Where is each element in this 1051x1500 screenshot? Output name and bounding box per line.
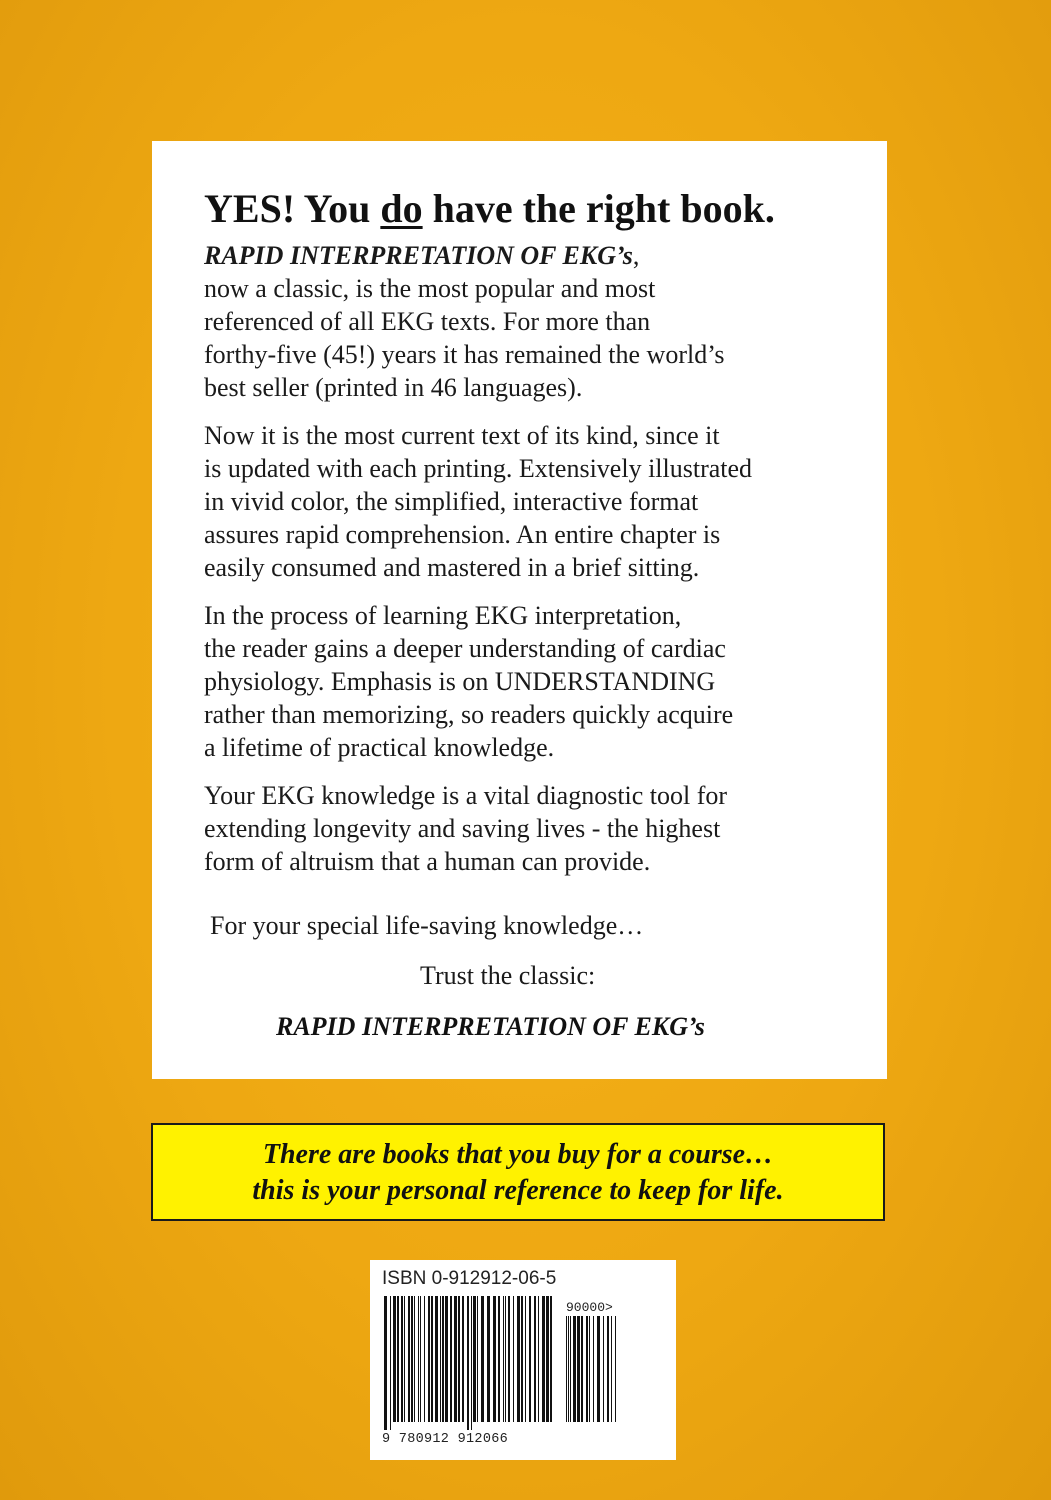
callout-line-1: There are books that you buy for a course… bbox=[262, 1139, 774, 1170]
barcode-bar bbox=[568, 1316, 569, 1422]
barcode-bar bbox=[390, 1296, 391, 1430]
barcode-bar bbox=[570, 1316, 571, 1422]
barcode-bar bbox=[577, 1316, 580, 1422]
paragraph-2-line: in vivid color, the simplified, interactive format bbox=[204, 487, 699, 516]
barcode-bar bbox=[603, 1316, 604, 1422]
paragraph-1-title-line bbox=[204, 239, 864, 272]
barcode-bar bbox=[566, 1316, 567, 1422]
paragraph-3-line: a lifetime of practical knowledge. bbox=[204, 733, 555, 762]
barcode-bar bbox=[505, 1296, 506, 1422]
barcode-bar bbox=[487, 1296, 490, 1422]
headline-emphasis: do bbox=[380, 186, 423, 231]
barcode-bar bbox=[397, 1296, 399, 1422]
barcode-bar bbox=[440, 1296, 441, 1422]
barcode-bar bbox=[462, 1296, 464, 1422]
barcode-bar bbox=[498, 1296, 500, 1422]
barcode-bar bbox=[473, 1296, 476, 1422]
ean-barcode bbox=[384, 1296, 556, 1430]
paragraph-3-line: physiology. Emphasis is on UNDERSTANDING bbox=[204, 667, 716, 696]
barcode-bar bbox=[477, 1296, 478, 1422]
barcode-bar bbox=[418, 1296, 419, 1422]
callout-line-2: this is your personal reference to keep for life. bbox=[252, 1175, 784, 1206]
barcode-bar bbox=[538, 1296, 539, 1422]
paragraph-3 bbox=[204, 599, 864, 764]
barcode-bar bbox=[525, 1296, 526, 1422]
barcode-bar bbox=[615, 1316, 616, 1422]
barcode-bar bbox=[542, 1296, 545, 1422]
book-title: RAPID INTERPRETATION OF EKG’s bbox=[204, 241, 633, 270]
addon-barcode bbox=[566, 1316, 620, 1430]
barcode-bar bbox=[467, 1296, 469, 1430]
paragraph-3-line: the reader gains a deeper understanding of cardiac bbox=[204, 634, 726, 663]
barcode-bar bbox=[435, 1296, 438, 1422]
barcode-bar bbox=[458, 1296, 460, 1422]
addon-code: 90000> bbox=[566, 1300, 613, 1315]
barcode-bar bbox=[589, 1316, 590, 1422]
barcode-bar bbox=[414, 1296, 415, 1422]
paragraph-1-line: referenced of all EKG texts. For more than bbox=[204, 307, 651, 336]
barcode-bar bbox=[508, 1296, 510, 1422]
barcode-bar bbox=[529, 1296, 531, 1422]
barcode-bar bbox=[420, 1296, 421, 1422]
barcode-bar bbox=[408, 1296, 410, 1422]
paragraph-1 bbox=[204, 239, 864, 404]
barcode-bar bbox=[517, 1296, 520, 1422]
book-title-suffix: , bbox=[632, 241, 640, 270]
headline-part1: YES! You bbox=[204, 186, 381, 231]
barcode-bar bbox=[586, 1316, 588, 1422]
paragraph-2-line: assures rapid comprehension. An entire chapter is bbox=[204, 520, 721, 549]
barcode-bar bbox=[424, 1296, 425, 1422]
paragraph-3-line: In the process of learning EKG interpretation, bbox=[204, 601, 682, 630]
text-panel bbox=[152, 141, 887, 1079]
barcode-bar bbox=[607, 1316, 609, 1422]
barcode-bar bbox=[611, 1316, 612, 1422]
barcode-bar bbox=[546, 1296, 549, 1422]
paragraph-2-line: easily consumed and mastered in a brief sitting. bbox=[204, 553, 700, 582]
barcode-bar bbox=[454, 1296, 457, 1422]
ean-digits: 9 780912 912066 bbox=[382, 1432, 509, 1447]
closing-line-2: Trust the classic: bbox=[420, 961, 596, 990]
paragraph-1-line: now a classic, is the most popular and most bbox=[204, 274, 656, 303]
paragraph-3-line: rather than memorizing, so readers quickly acquire bbox=[204, 700, 734, 729]
barcode-box bbox=[370, 1260, 676, 1460]
barcode-bar bbox=[503, 1296, 504, 1422]
barcode-bar bbox=[513, 1296, 514, 1422]
barcode-bar bbox=[384, 1296, 387, 1430]
barcode-bar bbox=[411, 1296, 413, 1422]
closing-line-1: For your special life-saving knowledge… bbox=[210, 911, 644, 940]
barcode-bar bbox=[481, 1296, 484, 1422]
paragraph-4-line: form of altruism that a human can provide. bbox=[204, 847, 651, 876]
paragraph-4-line: Your EKG knowledge is a vital diagnostic tool for bbox=[204, 781, 728, 810]
barcode-bar bbox=[450, 1296, 452, 1422]
paragraph-2 bbox=[204, 419, 864, 584]
body-text bbox=[204, 239, 864, 893]
paragraph-4 bbox=[204, 779, 864, 878]
barcode-bar bbox=[442, 1296, 444, 1422]
barcode-bar bbox=[597, 1316, 600, 1422]
barcode-bar bbox=[534, 1296, 536, 1422]
headline bbox=[204, 185, 775, 232]
barcode-bar bbox=[431, 1296, 433, 1422]
barcode-bar bbox=[404, 1296, 405, 1422]
isbn-label: ISBN 0-912912-06-5 bbox=[382, 1268, 557, 1289]
callout-box bbox=[151, 1123, 885, 1221]
paragraph-2-line: Now it is the most current text of its kind, since it bbox=[204, 421, 720, 450]
barcode-bar bbox=[550, 1296, 552, 1422]
closing-book-title: RAPID INTERPRETATION OF EKG’s bbox=[276, 1012, 705, 1041]
paragraph-2-line: is updated with each printing. Extensively illustrated bbox=[204, 454, 753, 483]
barcode-bar bbox=[593, 1316, 594, 1422]
barcode-bar bbox=[428, 1296, 430, 1422]
paragraph-4-line: extending longevity and saving lives - the highest bbox=[204, 814, 721, 843]
barcode-bar bbox=[521, 1296, 523, 1422]
barcode-bar bbox=[471, 1296, 472, 1430]
barcode-bar bbox=[493, 1296, 496, 1422]
barcode-bar bbox=[445, 1296, 448, 1422]
barcode-bar bbox=[393, 1296, 396, 1422]
headline-part2: have the right book. bbox=[422, 186, 775, 231]
barcode-bar bbox=[573, 1316, 576, 1422]
paragraph-1-line: best seller (printed in 46 languages). bbox=[204, 373, 583, 402]
barcode-bar bbox=[401, 1296, 403, 1422]
barcode-bar bbox=[581, 1316, 583, 1422]
paragraph-1-line: forthy-five (45!) years it has remained the world’s bbox=[204, 340, 725, 369]
